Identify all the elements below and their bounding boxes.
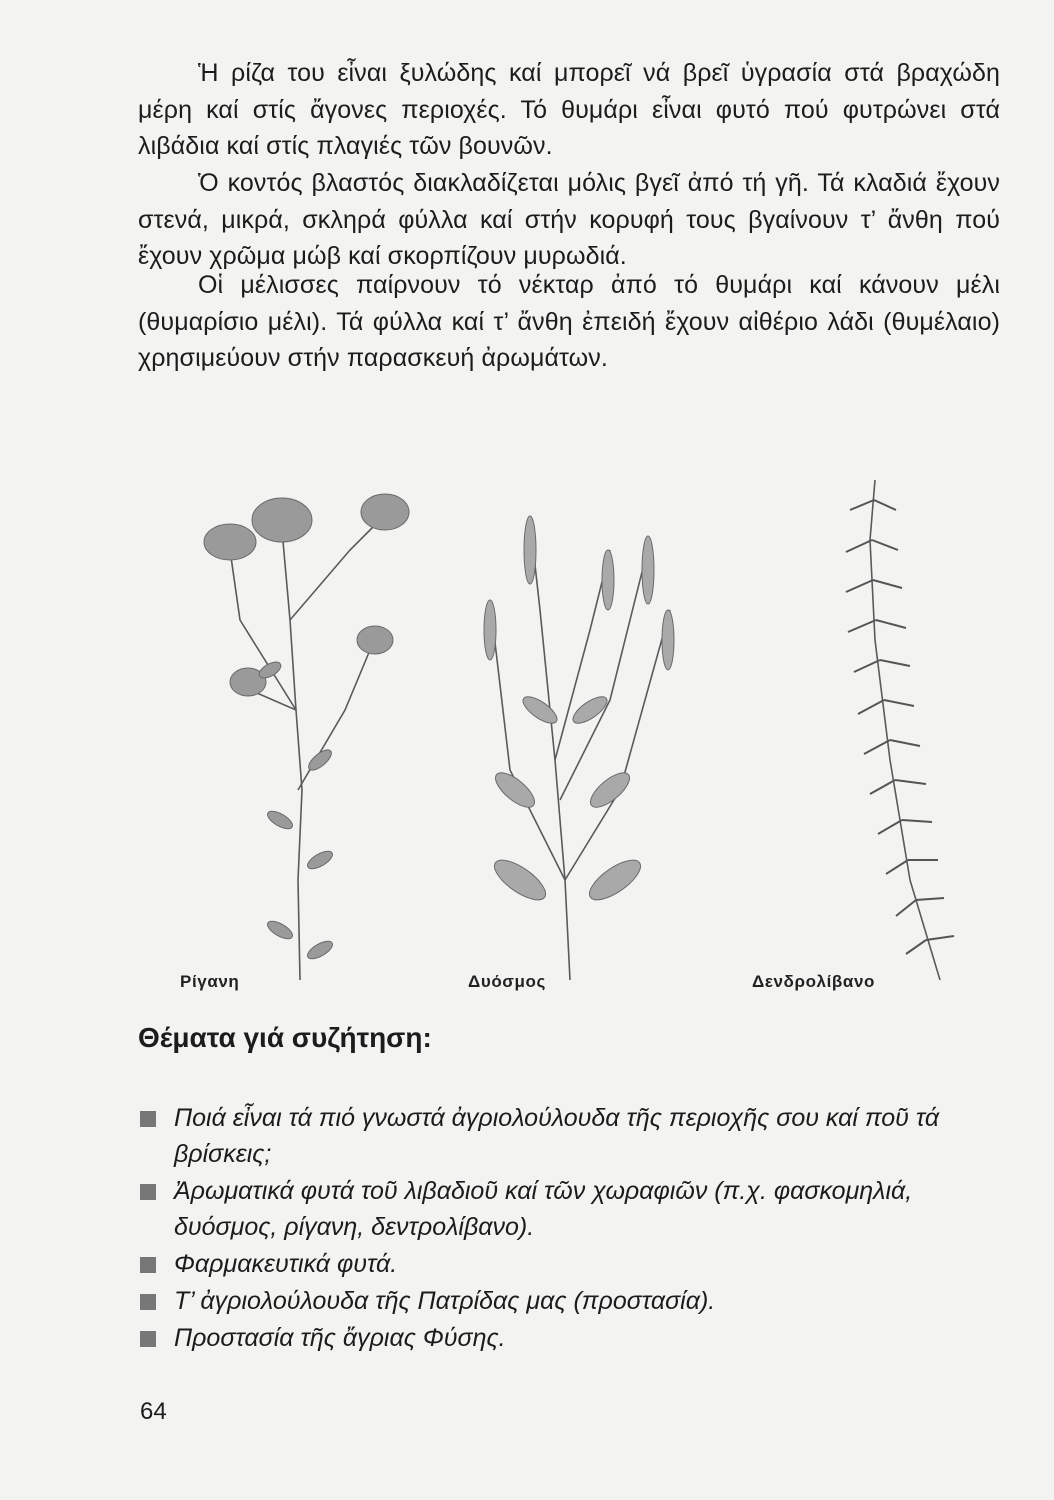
caption-rosemary: Δενδρολίβανο xyxy=(752,972,875,991)
list-item-text: Τ’ ἀγριολούλουδα τῆς Πατρίδας μας (προστασία). xyxy=(174,1287,716,1315)
list-item-text: Ἀρωματικά φυτά τοῦ λιβαδιοῦ καί τῶν χωραφιῶν (π.χ. φασκομηλιά, δυόσμος, ρίγανη, δεντρολίβανο). xyxy=(174,1177,913,1241)
paragraph-3: Οἱ μέλισσες παίρνουν τό νέκταρ ἀπό τό θυμάρι καί κάνουν μέλι (θυμαρίσιο μέλι). Τά φύλλα καί τ’ ἄνθη ἐπειδή ἔχουν αἰθέριο λάδι (θυμέλαιο) χρησιμεύουν στήν παρασκευή ἀρωμάτων. xyxy=(138,271,1000,372)
list-item-text: Φαρμακευτικά φυτά. xyxy=(174,1250,398,1278)
list-item-text: Προστασία τῆς ἄγριας Φύσης. xyxy=(174,1324,506,1352)
paragraph-2: Ὁ κοντός βλαστός διακλαδίζεται μόλις βγεῖ ἀπό τή γῆ. Τά κλαδιά ἔχουν στενά, μικρά, σκληρά φύλλα καί στήν κορυφή τους βγαίνουν τ’ ἄνθη πού ἔχουν χρῶμα μώβ καί σκορπίζουν μυρωδιά. xyxy=(138,169,1000,270)
bullet-square-icon xyxy=(140,1111,156,1127)
list-item xyxy=(138,1100,1008,1172)
list-item xyxy=(138,1246,1008,1282)
bullet-square-icon xyxy=(140,1294,156,1310)
caption-oregano: Ρίγανη xyxy=(180,972,240,991)
caption-mint: Δυόσμος xyxy=(468,972,546,991)
discussion-heading: Θέματα γιά συζήτηση: xyxy=(138,1022,432,1053)
rosemary-drawing xyxy=(846,480,954,980)
list-item-text: Ποιά εἶναι τά πιό γνωστά ἀγριολούλουδα τῆς περιοχῆς σου καί ποῦ τά βρίσκεις; xyxy=(174,1104,940,1168)
bullet-square-icon xyxy=(140,1184,156,1200)
plant-illustrations xyxy=(170,460,960,980)
oregano-drawing xyxy=(204,494,409,980)
mint-drawing xyxy=(484,516,674,980)
page-number: 64 xyxy=(140,1398,167,1425)
bullet-square-icon xyxy=(140,1257,156,1273)
list-item xyxy=(138,1320,1008,1356)
bullet-square-icon xyxy=(140,1331,156,1347)
list-item xyxy=(138,1283,1008,1319)
discussion-list xyxy=(138,1100,1008,1357)
list-item xyxy=(138,1173,1008,1245)
paragraph-1: Ἡ ρίζα του εἶναι ξυλώδης καί μπορεῖ νά βρεῖ ὑγρασία στά βραχώδη μέρη καί στίς ἄγονες περιοχές. Τό θυμάρι εἶναι φυτό πού φυτρώνει στά λιβάδια καί στίς πλαγιές τῶν βουνῶν. xyxy=(138,59,1000,160)
plant-drawings xyxy=(170,460,960,980)
